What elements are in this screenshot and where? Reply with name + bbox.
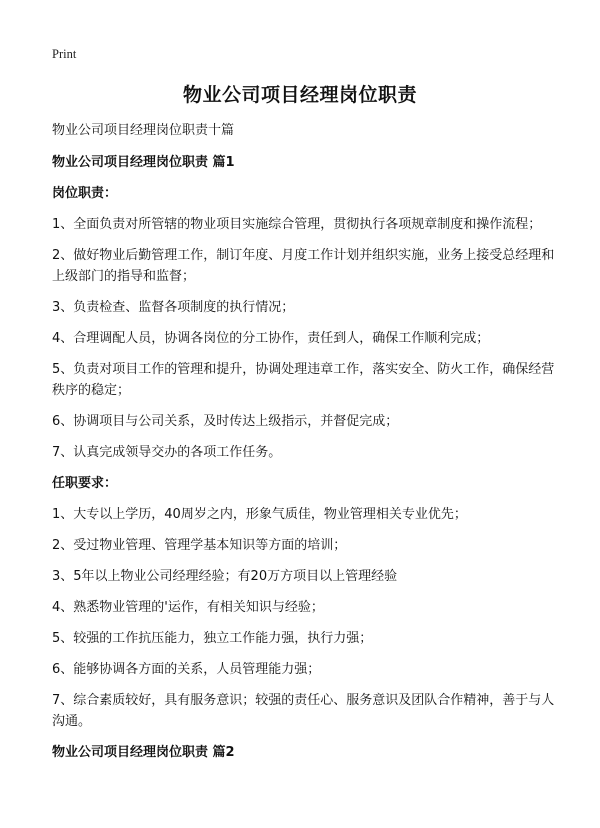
requirement-item: 7、综合素质较好，具有服务意识；较强的责任心、服务意识及团队合作精神，善于与人沟通。 — [52, 693, 555, 729]
section-heading-1: 物业公司项目经理岗位职责 篇1 — [52, 155, 235, 170]
print-link[interactable]: Print — [52, 47, 77, 61]
requirement-item: 6、能够协调各方面的关系，人员管理能力强； — [52, 662, 321, 677]
requirement-item: 4、熟悉物业管理的'运作，有相关知识与经验； — [52, 600, 324, 615]
duty-item: 3、负责检查、监督各项制度的执行情况； — [52, 300, 295, 315]
requirement-item: 5、较强的工作抗压能力，独立工作能力强，执行力强； — [52, 631, 373, 646]
duty-item: 6、协调项目与公司关系，及时传达上级指示，并督促完成； — [52, 414, 399, 429]
duty-item: 2、做好物业后勤管理工作，制订年度、月度工作计划并组织实施，业务上接受总经理和上级部门的指导和监督； — [52, 248, 555, 284]
duties-heading: 岗位职责： — [52, 186, 118, 201]
duty-item: 7、认真完成领导交办的各项工作任务。 — [52, 445, 282, 460]
requirement-item: 3、5年以上物业公司经理经验；有20万方项目以上管理经验 — [52, 569, 398, 584]
document-body — [52, 120, 560, 763]
duty-item: 4、合理调配人员，协调各岗位的分工协作，责任到人，确保工作顺利完成； — [52, 331, 490, 346]
requirements-heading: 任职要求： — [52, 476, 118, 491]
requirement-item: 1、大专以上学历，40周岁之内，形象气质佳，物业管理相关专业优先； — [52, 507, 467, 522]
requirement-item: 2、受过物业管理、管理学基本知识等方面的培训； — [52, 538, 347, 553]
duty-item: 1、全面负责对所管辖的物业项目实施综合管理，贯彻执行各项规章制度和操作流程； — [52, 217, 542, 232]
page-title: 物业公司项目经理岗位职责 — [182, 84, 417, 106]
duty-item: 5、负责对项目工作的管理和提升，协调处理违章工作，落实安全、防火工作，确保经营秩序的稳定； — [52, 362, 555, 398]
document-subtitle: 物业公司项目经理岗位职责十篇 — [52, 123, 235, 138]
section-heading-2: 物业公司项目经理岗位职责 篇2 — [52, 745, 235, 760]
